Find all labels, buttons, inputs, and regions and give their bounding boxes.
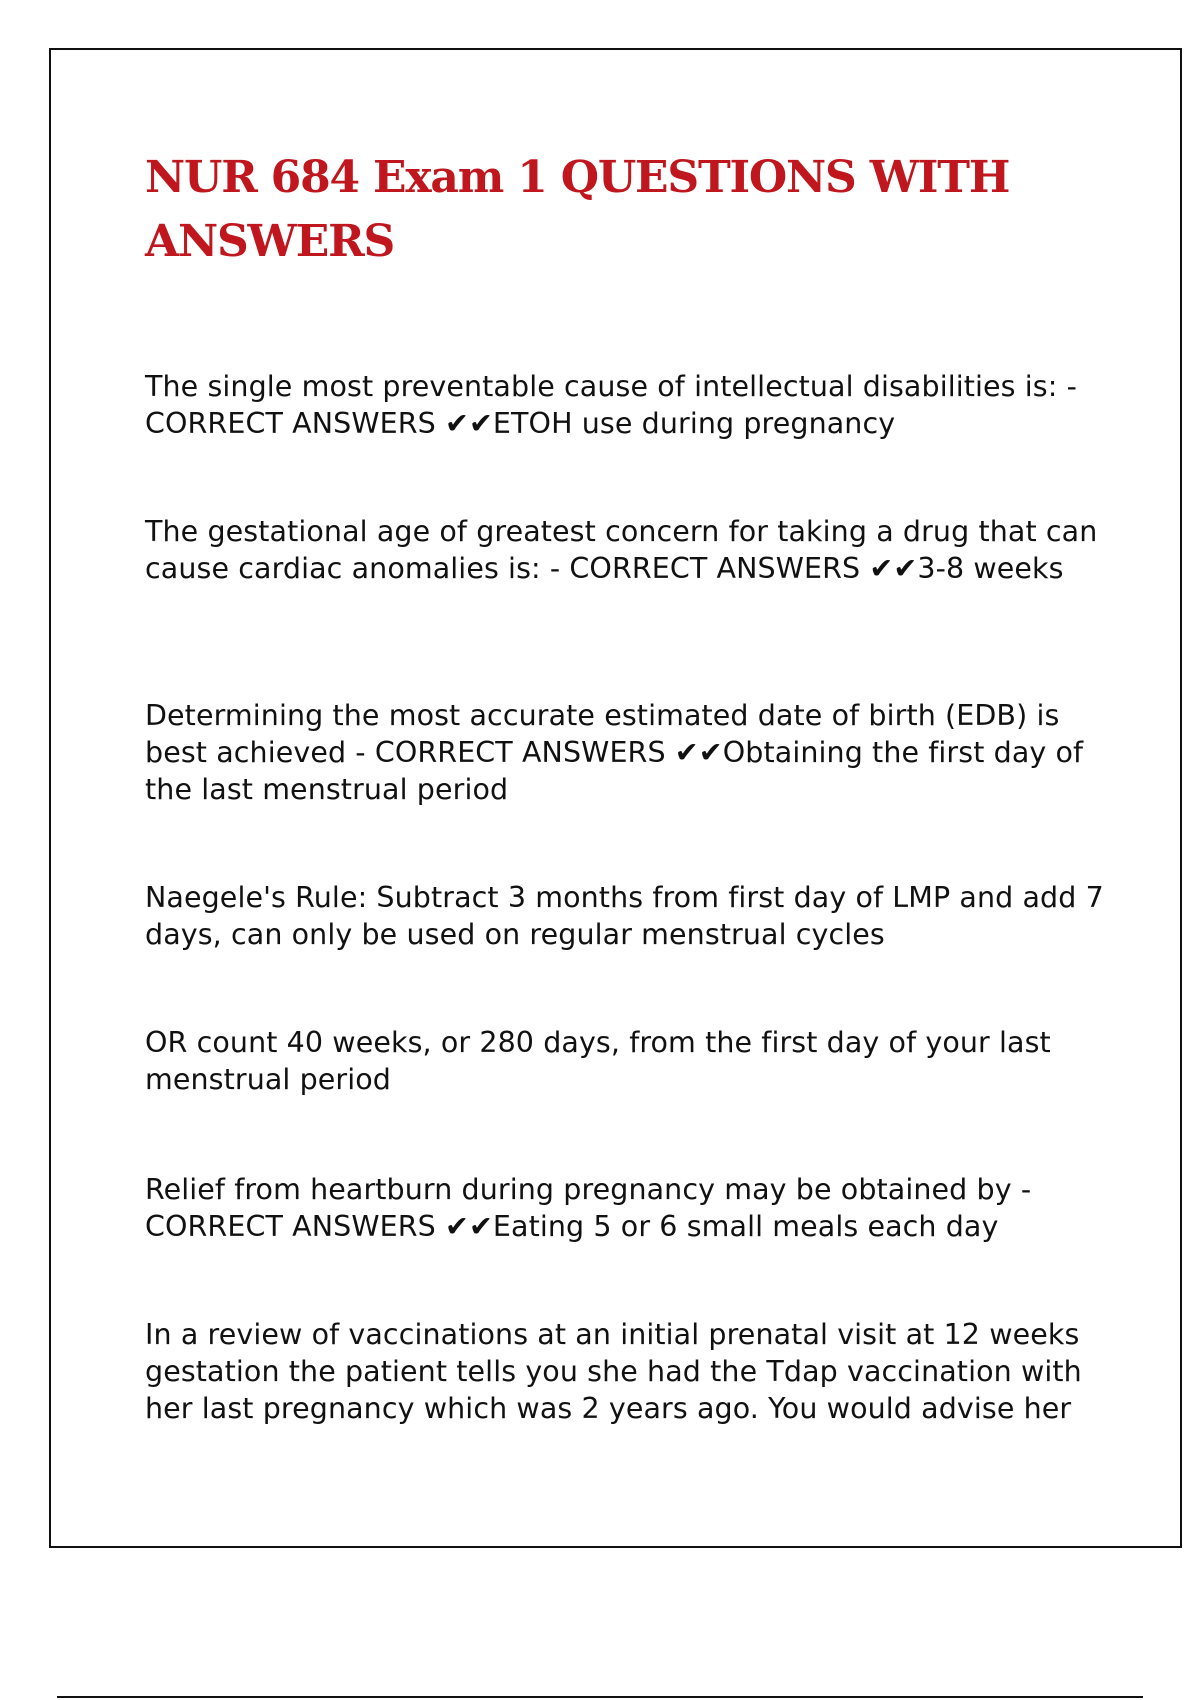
qa-entry-2: The gestational age of greatest concern for taking a drug that can cause cardiac anomalies is: - CORRECT ANSWERS ✔✔3-8 weeks xyxy=(145,515,1098,585)
qa-entry-1: The single most preventable cause of intellectual disabilities is: - CORRECT ANSWERS ✔✔ETOH use during pregnancy xyxy=(145,370,1077,440)
document-title: NUR 684 Exam 1 QUESTIONS WITH ANSWERS xyxy=(145,152,1010,267)
qa-entry-5: OR count 40 weeks, or 280 days, from the first day of your last menstrual period xyxy=(145,1026,1051,1096)
qa-entry-6: Relief from heartburn during pregnancy may be obtained by - CORRECT ANSWERS ✔✔Eating 5 or 6 small meals each day xyxy=(145,1173,1032,1243)
bottom-divider xyxy=(57,1696,1143,1698)
qa-entry-4: Naegele's Rule: Subtract 3 months from first day of LMP and add 7 days, can only be used on regular menstrual cycles xyxy=(145,881,1104,951)
qa-entry-7: In a review of vaccinations at an initial prenatal visit at 12 weeks gestation the patient tells you she had the Tdap vaccination with her last pregnancy which was 2 years ago. You would advise her xyxy=(145,1318,1082,1425)
qa-entry-3: Determining the most accurate estimated date of birth (EDB) is best achieved - CORRECT ANSWERS ✔✔Obtaining the first day of the last menstrual period xyxy=(145,699,1084,806)
